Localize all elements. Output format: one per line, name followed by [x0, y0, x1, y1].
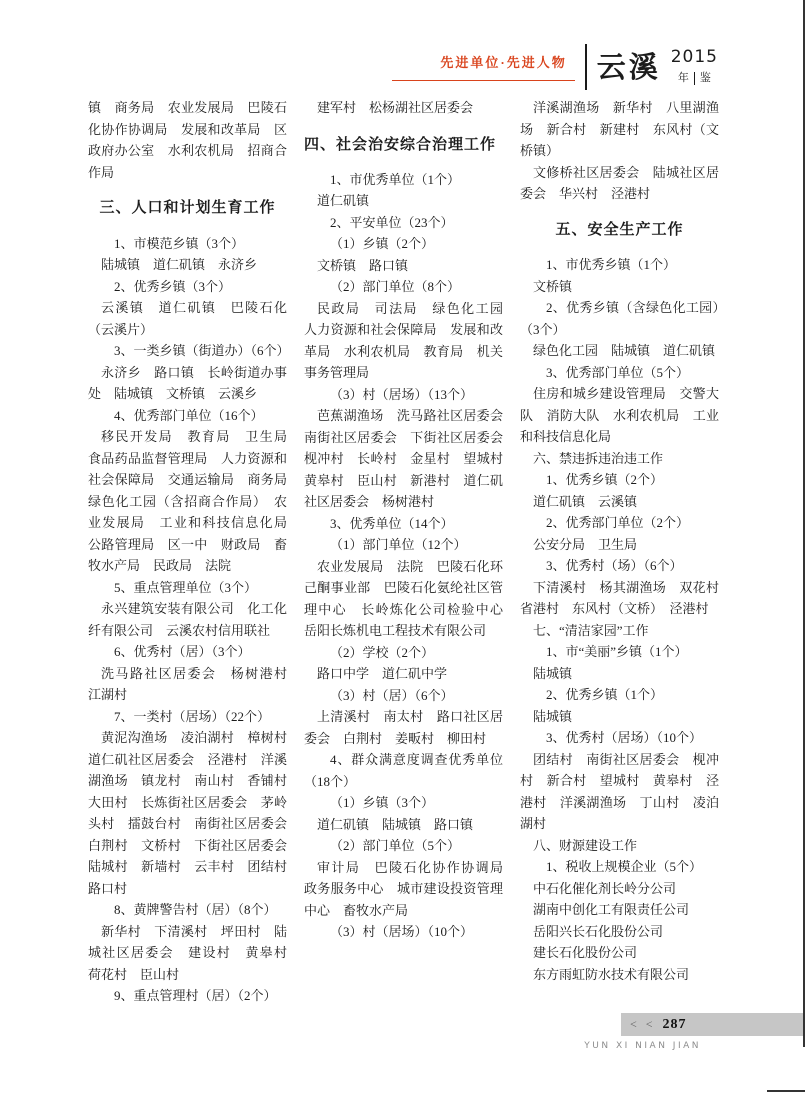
text-column-1 [88, 97, 301, 1007]
yearbook-label [673, 72, 716, 85]
paragraph: 上清溪村 南太村 路口社区居委会 白荆村 姜畈村 柳田村 [304, 709, 503, 746]
page-number: 287 [662, 1016, 687, 1032]
paragraph: 文桥镇 [533, 278, 573, 294]
paragraph: 文桥镇 路口镇 [317, 257, 409, 273]
paragraph: 路口中学 道仁矶中学 [317, 666, 448, 681]
paragraph: 3、优秀单位（14个） [330, 515, 454, 531]
paragraph: （3）村（居）（6个） [330, 687, 454, 703]
paragraph: （1）乡镇（3个） [330, 795, 435, 810]
paragraph: 建军村 松杨湖社区居委会 [317, 100, 474, 115]
paragraph: 永济乡 路口镇 长岭街道办事处 陆城镇 文桥镇 云溪乡 [88, 364, 287, 401]
yearbook-char-jian: 鉴 [694, 72, 716, 85]
paragraph: 湖南中创化工有限责任公司 [533, 902, 690, 917]
paragraph: 道仁矶镇 云溪镇 [533, 493, 638, 509]
paragraph: 2、优秀乡镇（3个） [114, 278, 232, 294]
paragraph: 3、一类乡镇（街道办）（6个） [114, 343, 290, 358]
paragraph: 6、优秀村（居）（3个） [114, 644, 251, 659]
paragraph: 芭蕉湖渔场 洗马路社区居委会 南街社区居委会 下街社区居委会 枧冲村 长岭村 金星村 望城村 黄皋村 臣山村 新港村 道仁矶社区居委会 杨树港村 [304, 408, 517, 509]
page-header [0, 44, 718, 90]
paragraph: 公安分局 卫生局 [533, 536, 638, 552]
paragraph: 岳阳兴长石化股份公司 [533, 923, 664, 939]
paragraph: 镇 商务局 农业发展局 巴陵石化协作协调局 发展和改革局 区政府办公室 水利农机局 招商合作局 [88, 100, 287, 180]
paragraph: 新华村 下清溪村 坪田村 陆城社区居委会 建设村 黄皋村 荷花村 臣山村 [88, 923, 301, 982]
paragraph: 八、财源建设工作 [533, 837, 638, 853]
paragraph: 洋溪湖渔场 新华村 八里湖渔场 新合村 新建村 东风村（文桥镇） [520, 100, 719, 158]
paragraph: 道仁矶镇 [317, 193, 370, 208]
paragraph: 1、税收上规模企业（5个） [546, 859, 703, 874]
paragraph: 道仁矶镇 陆城镇 路口镇 [317, 816, 474, 832]
paragraph: 移民开发局 教育局 卫生局 食品药品监督管理局 人力资源和社会保障局 交通运输局 商务局 绿色化工园（含招商合作局） 农业发展局 工业和科技信息化局 公路管理局 区一中 财政局 畜牧水产局 民政局 法院 [88, 429, 301, 573]
paragraph: 农业发展局 法院 巴陵石化环己酮事业部 巴陵石化氨纶社区管理中心 长岭炼化公司检验中心 岳阳长炼机电工程技术有限公司 [304, 558, 517, 638]
section-heading: 四、社会治安综合治理工作 [304, 136, 497, 153]
paragraph: 陆城镇 道仁矶镇 永济乡 [101, 257, 258, 272]
paragraph: 永兴建筑安装有限公司 化工化纤有限公司 云溪农村信用联社 [88, 601, 287, 638]
paragraph: 六、禁违拆违治违工作 [533, 450, 664, 466]
paragraph: 陆城镇 [533, 708, 573, 724]
page-corner-line [767, 1090, 805, 1092]
paragraph: （1）部门单位（12个） [330, 537, 467, 552]
paragraph: 文修桥社区居委会 陆城社区居委会 华兴村 泾港村 [520, 164, 719, 201]
paragraph: 团结村 南街社区居委会 枧冲村 新合村 望城村 黄皋村 泾港村 洋溪湖渔场 丁山村 凌泊湖村 [520, 751, 719, 831]
paragraph: （3）村（居场）（10个） [330, 924, 474, 939]
header-section-title: 先进单位·先进人物 [392, 52, 574, 81]
paragraph: 陆城镇 [533, 665, 573, 681]
paragraph: 1、市“美丽”乡镇（1个） [546, 644, 688, 659]
paragraph: 七、“清洁家园”工作 [533, 622, 649, 638]
page-number-bar [621, 1013, 805, 1036]
paragraph: 中石化催化剂长岭分公司 [533, 880, 677, 896]
paragraph: 2、平安单位（23个） [330, 214, 454, 230]
paragraph: 3、优秀村（居场）（10个） [546, 730, 703, 745]
paragraph: 3、优秀部门单位（5个） [546, 364, 690, 380]
footer-romanized-title: YUN XI NIAN JIAN [584, 1041, 701, 1051]
paragraph: 8、黄牌警告村（居）（8个） [114, 902, 277, 917]
paragraph: （3）村（居场）（13个） [330, 386, 474, 402]
paragraph: 云溪镇 道仁矶镇 巴陵石化（云溪片） [88, 300, 287, 337]
header-divider [585, 44, 587, 90]
section-heading: 三、人口和计划生育工作 [99, 200, 276, 216]
paragraph: 3、优秀村（场）（6个） [546, 558, 683, 573]
paragraph: 4、优秀部门单位（16个） [114, 407, 264, 423]
yearbook-char-nian: 年 [677, 72, 689, 84]
paragraph: 1、优秀乡镇（2个） [546, 472, 664, 487]
paragraph: 2、优秀部门单位（2个） [546, 515, 690, 530]
paragraph: 4、群众满意度调查优秀单位（18个） [304, 752, 503, 789]
paragraph: 洗马路社区居委会 杨树港村 江湖村 [88, 665, 301, 702]
paragraph: 建长石化股份公司 [533, 945, 638, 960]
text-column-3 [520, 97, 733, 1007]
paragraph: 住房和城乡建设管理局 交警大队 消防大队 水利农机局 工业和科技信息化局 [520, 386, 719, 444]
paragraph: 2、优秀乡镇（含绿色化工园）（3个） [520, 300, 719, 337]
paragraph: （2）部门单位（8个） [330, 279, 461, 294]
section-heading: 五、安全生产工作 [555, 221, 684, 238]
paragraph: 2、优秀乡镇（1个） [546, 687, 664, 702]
paragraph: 1、市模范乡镇（3个） [114, 235, 245, 251]
paragraph: 东方雨虹防水技术有限公司 [533, 966, 690, 982]
page-arrows-icon: < < [630, 1017, 656, 1031]
paragraph: 绿色化工园 陆城镇 道仁矶镇 [533, 343, 716, 358]
content-columns [88, 97, 733, 1007]
yearbook-logo: 云溪 [596, 50, 661, 84]
paragraph: （1）乡镇（2个） [330, 236, 435, 251]
paragraph: 5、重点管理单位（3个） [114, 579, 258, 595]
year-block [671, 47, 718, 85]
paragraph: 黄泥沟渔场 凌泊湖村 樟树村 道仁矶社区居委会 泾港村 洋溪湖渔场 镇龙村 南山村 香铺村 大田村 长炼街社区居委会 茅岭头村 擂鼓台村 南街社区居委会 白荆村 文桥村 下街社区居委会 陆城村 新墙村 云丰村 团结村 路口村 [88, 730, 301, 896]
paragraph: （2）部门单位（5个） [330, 838, 461, 853]
paragraph: 1、市优秀单位（1个） [330, 171, 461, 187]
paragraph: 下清溪村 杨其湖渔场 双花村 省港村 东风村（文桥） 泾港村 [520, 579, 733, 616]
paragraph: 民政局 司法局 绿色化工园 人力资源和社会保障局 发展和改革局 水利农机局 教育局 机关事务管理局 [304, 300, 517, 380]
paragraph: 9、重点管理村（居）（2个） [114, 988, 277, 1003]
header-year: 2015 [670, 47, 718, 67]
text-column-2 [304, 97, 517, 1007]
paragraph: 7、一类村（居场）（22个） [114, 708, 271, 724]
paragraph: （2）学校（2个） [330, 644, 435, 660]
paragraph: 1、市优秀乡镇（1个） [546, 257, 677, 272]
paragraph: 审计局 巴陵石化协作协调局 政务服务中心 城市建设投资管理中心 畜牧水产局 [304, 859, 517, 918]
